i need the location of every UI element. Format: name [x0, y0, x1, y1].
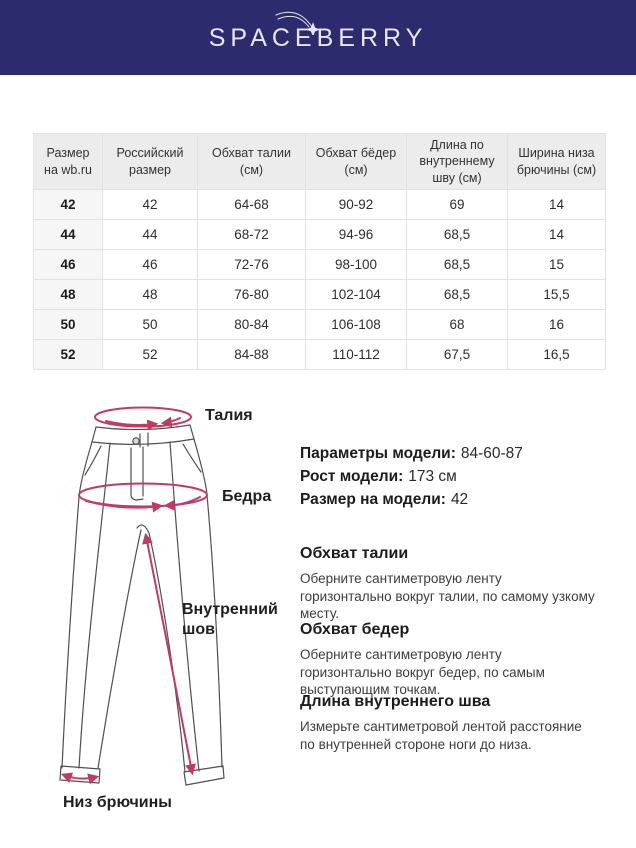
- cell: 106-108: [306, 310, 407, 340]
- table-row: [34, 340, 606, 370]
- cell: 52: [103, 340, 198, 370]
- col-header-hem-width: Ширина низа брючины (см): [508, 134, 606, 190]
- model-height-line: [300, 465, 523, 488]
- guide-inseam-title: Длина внутреннего шва: [300, 693, 491, 710]
- table-row: [34, 250, 606, 280]
- inner-seam-label: Внутренний шов: [182, 601, 278, 638]
- cell: 98-100: [306, 250, 407, 280]
- cell: 52: [34, 340, 103, 370]
- model-params-label: Параметры модели:: [300, 445, 456, 462]
- cell: 68-72: [198, 220, 306, 250]
- waist-label: Талия: [205, 407, 253, 424]
- cell: 16,5: [508, 340, 606, 370]
- model-info: [300, 442, 523, 511]
- hem-label: Низ брючины: [63, 794, 172, 811]
- cell: 44: [34, 220, 103, 250]
- cell: 15: [508, 250, 606, 280]
- guide-inseam: [300, 693, 595, 753]
- cell: 48: [103, 280, 198, 310]
- cell: 90-92: [306, 190, 407, 220]
- cell: 42: [103, 190, 198, 220]
- col-header-ru-size: Российский размер: [103, 134, 198, 190]
- cell: 69: [407, 190, 508, 220]
- model-size-line: [300, 488, 523, 511]
- guide-hips-text: Оберните сантиметровую ленту горизонтально вокруг бедер, по самым выступающим точкам.: [300, 647, 545, 697]
- cell: 14: [508, 190, 606, 220]
- brand-banner: [0, 0, 636, 75]
- cell: 42: [34, 190, 103, 220]
- model-size-value: 42: [450, 491, 469, 508]
- cell: 68,5: [407, 220, 508, 250]
- cell: 16: [508, 310, 606, 340]
- col-header-hips: Обхват бёдер (см): [306, 134, 407, 190]
- guide-waist-title: Обхват талии: [300, 545, 409, 562]
- cell: 14: [508, 220, 606, 250]
- model-params-value: 84-60-87: [460, 445, 523, 462]
- cell: 15,5: [508, 280, 606, 310]
- cell: 80-84: [198, 310, 306, 340]
- guide-hips: [300, 621, 595, 699]
- col-header-wb-size: Размер на wb.ru: [34, 134, 103, 190]
- model-height-label: Рост модели:: [300, 468, 404, 485]
- table-row: [34, 280, 606, 310]
- guide-hips-title: Обхват бедер: [300, 621, 410, 638]
- col-header-inseam: Длина по внутреннему шву (см): [407, 134, 508, 190]
- table-row: [34, 310, 606, 340]
- cell: 46: [34, 250, 103, 280]
- guide-waist: [300, 545, 595, 623]
- hips-label: Бедра: [222, 488, 272, 505]
- cell: 46: [103, 250, 198, 280]
- cell: 68,5: [407, 280, 508, 310]
- cell: 102-104: [306, 280, 407, 310]
- col-header-waist: Обхват талии (см): [198, 134, 306, 190]
- cell: 76-80: [198, 280, 306, 310]
- cell: 68,5: [407, 250, 508, 280]
- cell: 44: [103, 220, 198, 250]
- cell: 50: [103, 310, 198, 340]
- size-table-header-row: [34, 134, 606, 190]
- cell: 64-68: [198, 190, 306, 220]
- guide-waist-text: Оберните сантиметровую ленту горизонтально вокруг талии, по самому узкому месту.: [300, 571, 595, 621]
- table-row: [34, 190, 606, 220]
- guide-inseam-text: Измерьте сантиметровой лентой расстояние по внутренней стороне ноги до низа.: [300, 719, 582, 752]
- model-height-value: 173 см: [408, 468, 457, 485]
- model-size-label: Размер на модели:: [300, 491, 446, 508]
- size-table: [33, 133, 606, 370]
- table-row: [34, 220, 606, 250]
- cell: 48: [34, 280, 103, 310]
- cell: 110-112: [306, 340, 407, 370]
- cell: 84-88: [198, 340, 306, 370]
- brand-logo: SPACEBERRY: [208, 24, 428, 52]
- cell: 72-76: [198, 250, 306, 280]
- model-params-line: [300, 442, 523, 465]
- cell: 68: [407, 310, 508, 340]
- cell: 94-96: [306, 220, 407, 250]
- cell: 67,5: [407, 340, 508, 370]
- cell: 50: [34, 310, 103, 340]
